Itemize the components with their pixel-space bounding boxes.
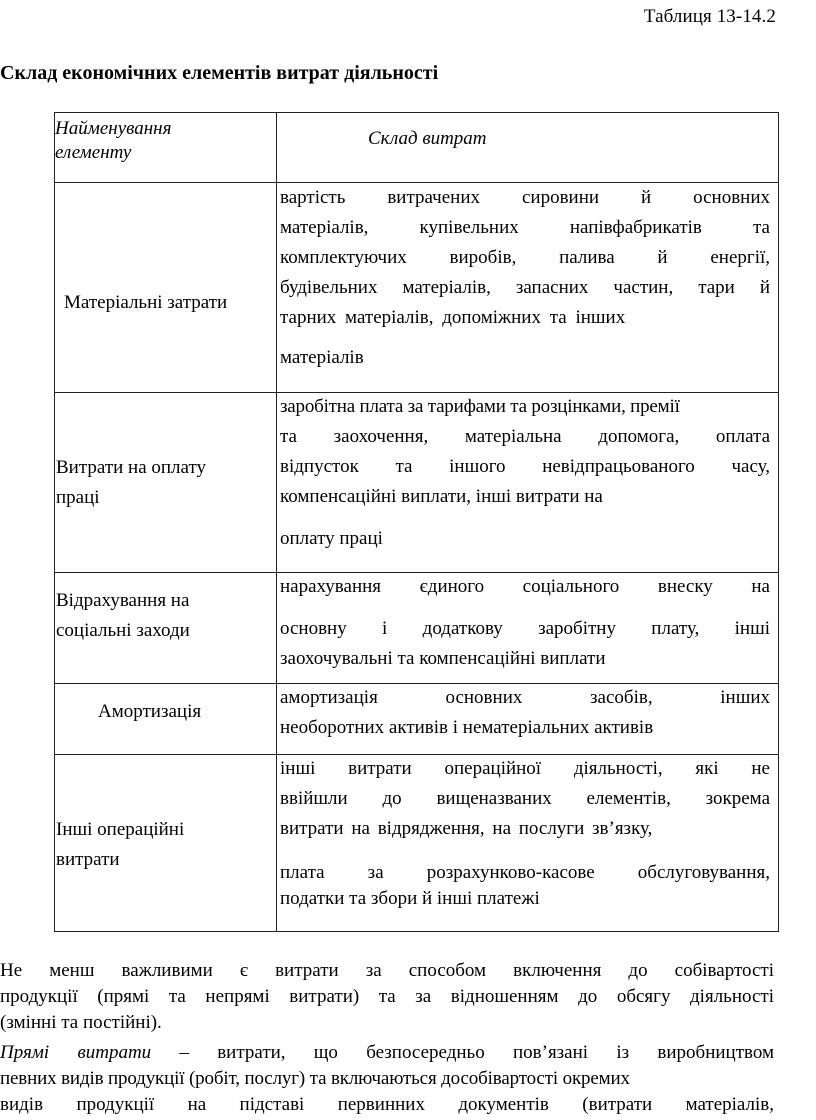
header-element-name — [55, 117, 255, 165]
row-name-line: витрати — [56, 849, 120, 870]
table-number: Таблиця 13-14.2 — [643, 6, 776, 27]
row-name-material-costs — [64, 288, 227, 318]
content-line: оплату праці — [280, 528, 383, 549]
row-name-labor-costs — [56, 453, 206, 513]
paragraph-direct-costs — [0, 1040, 774, 1118]
row-name-line: Амортизація — [98, 701, 202, 722]
content-line: інші витрати операційної діяльності, які не — [280, 758, 770, 779]
row-name-line: Інші операційні — [56, 819, 185, 840]
row-content-social-contributions — [280, 572, 770, 674]
content-line: заробітна плата за тарифами та розцінками, премії — [280, 396, 680, 417]
content-line: будівельних матеріалів, запасних частин, тари й — [280, 277, 770, 298]
table-column-divider — [276, 112, 277, 932]
document-title: Склад економічних елементів витрат діяльності — [0, 62, 439, 84]
content-line: тарних матеріалів, допоміжних та інших — [280, 307, 626, 328]
content-line: нарахування єдиного соціального внеску на — [280, 576, 770, 597]
paragraph-line: продукції (прямі та непрямі витрати) та за відношенням до обсягу діяльності — [0, 986, 774, 1007]
content-line: вартість витрачених сировини й основних — [280, 187, 770, 208]
expense-elements-table — [54, 112, 779, 932]
content-line: амортизація основних засобів, інших — [280, 687, 770, 708]
content-line: необоротних активів і нематеріальних активів — [280, 717, 654, 738]
content-line: ввійшли до вищеназваних елементів, зокрема — [280, 788, 770, 809]
content-line: основну і додаткову заробітну плату, інші — [280, 618, 770, 639]
paragraph-line: певних видів продукції (робіт, послуг) та включаються дособівартості окремих — [0, 1068, 630, 1089]
paragraph-line: Не менш важливими є витрати за способом включення до собівартості — [0, 960, 774, 981]
content-line: матеріалів — [280, 347, 364, 368]
row-name-line: Відрахування на — [56, 590, 190, 611]
content-line: плата за розрахунково-касове обслуговування, — [280, 862, 770, 883]
header-element-name-line: Найменування — [55, 118, 172, 139]
paragraph-line — [0, 1040, 774, 1066]
row-content-labor-costs — [280, 392, 770, 554]
paragraph-line: (змінні та постійні). — [0, 1012, 162, 1033]
term-direct-costs: Прямі витрати — [0, 1042, 152, 1063]
row-content-other-operating-costs — [280, 754, 770, 910]
paragraph-text: – витрати, що безпосередньо пов’язані із виробництвом — [151, 1042, 774, 1063]
row-content-material-costs — [280, 183, 770, 373]
content-line: відпусток та іншого невідпрацьованого часу, — [280, 456, 770, 477]
table-border-left — [54, 112, 55, 932]
content-line: витрати на відрядження, на послуги зв’язку, — [280, 818, 653, 839]
header-element-name-line: елементу — [55, 142, 132, 163]
paragraph-line: видів продукції на підставі первинних документів (витрати матеріалів, — [0, 1094, 774, 1115]
table-border-top — [54, 112, 779, 113]
row-name-line: Витрати на оплату — [56, 457, 207, 478]
header-expense-composition: Склад витрат — [368, 128, 487, 149]
row-name-line: соціальні заходи — [56, 620, 190, 641]
paragraph-cost-classification — [0, 958, 774, 1036]
content-line: компенсаційні виплати, інші витрати на — [280, 486, 603, 507]
row-name-social-contributions — [56, 586, 190, 646]
row-name-depreciation — [98, 697, 201, 727]
row-name-line: праці — [56, 487, 100, 508]
table-border-right — [778, 112, 779, 932]
table-border-bottom — [54, 931, 779, 932]
row-name-other-operating-costs — [56, 815, 184, 875]
row-content-depreciation — [280, 683, 770, 743]
row-name-line: Матеріальні затрати — [64, 292, 228, 313]
content-line: та заохочення, матеріальна допомога, оплата — [280, 426, 770, 447]
content-line: заохочувальні та компенсаційні виплати — [280, 648, 606, 669]
content-line: податки та збори й інші платежі — [280, 888, 540, 909]
content-line: матеріалів, купівельних напівфабрикатів та — [280, 217, 770, 238]
content-line: комплектуючих виробів, палива й енергії, — [280, 247, 770, 268]
